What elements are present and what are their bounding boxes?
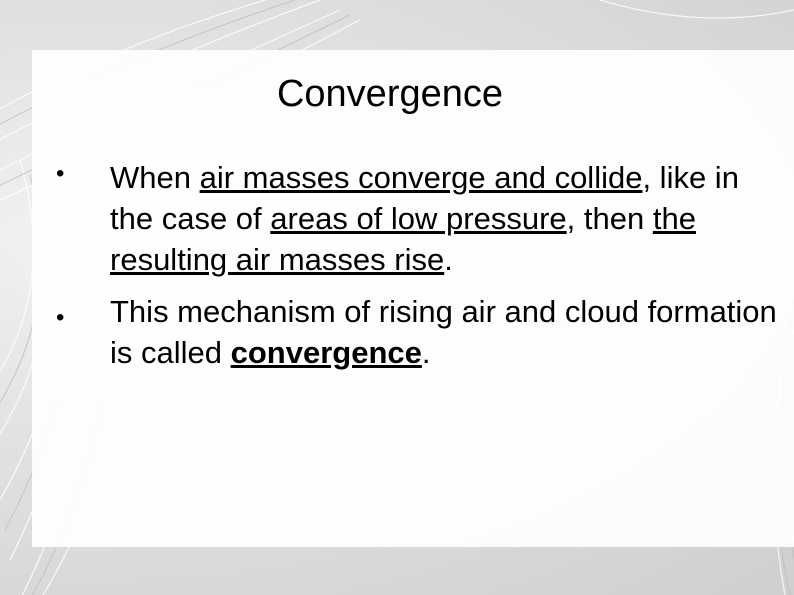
bullet-1-segment: , then <box>566 201 653 236</box>
bullet-marker-2: • <box>56 304 65 331</box>
bullet-2-segment: . <box>421 335 431 370</box>
bullet-2-segment: This mechanism of rising air and cloud formation is called <box>110 294 777 370</box>
bullet-1-segment: , like in the case of <box>110 160 739 236</box>
bullet-marker-1: • <box>56 160 65 187</box>
bullet-1-underlined-phrase: air masses converge and collide <box>199 160 643 195</box>
bullet-1-segment: When <box>110 160 200 195</box>
slide-title: Convergence <box>276 73 504 115</box>
bullet-1-underlined-phrase: the resulting air masses rise <box>110 201 696 277</box>
bullet-2-bold-term: convergence <box>230 335 422 370</box>
bullet-1-text <box>110 157 790 280</box>
bullet-2-text <box>110 291 790 373</box>
bullet-1-underlined-phrase: areas of low pressure <box>270 201 567 236</box>
bullet-1-segment: . <box>444 242 453 277</box>
